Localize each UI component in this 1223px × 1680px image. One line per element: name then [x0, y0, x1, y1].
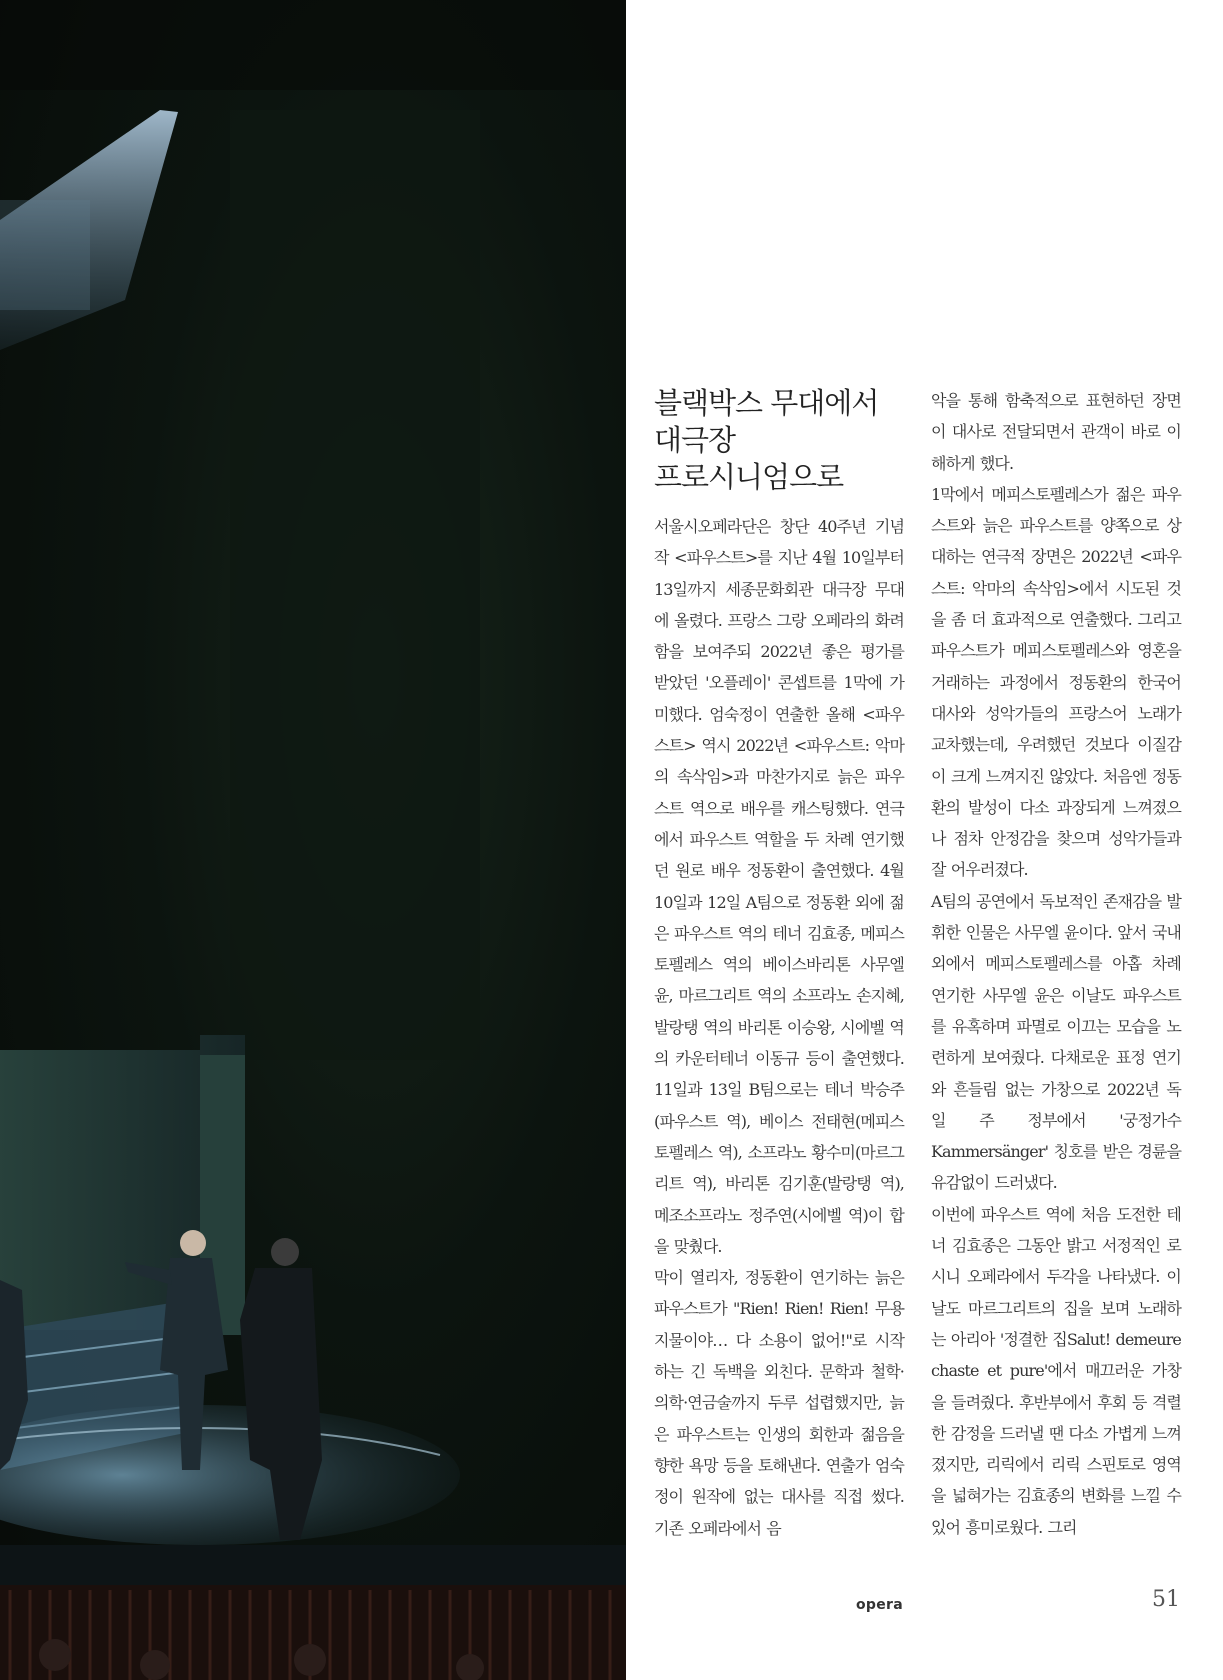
article-column-1	[654, 511, 904, 1544]
body-paragraph: 악을 통해 함축적으로 표현하던 장면이 대사로 전달되면서 관객이 바로 이해하게 했다.	[931, 391, 1181, 473]
body-paragraph: 1막에서 메피스토펠레스가 젊은 파우스트와 늙은 파우스트를 양쪽으로 상대하는 연극적 장면은 2022년 <파우스트: 악마의 속삭임>에서 시도된 것을 좀 더 효과적으로 연출했다. 그리고 파우스트가 메피스토펠레스와 영혼을 거래하는 과정에서 정동환의 한국어 대사와 성악가들의 프랑스어 노래가 교차했는데, 우려했던 것보다 이질감이 크게 느껴지진 않았다. 처음엔 정동환의 발성이 다소 과장되게 느껴졌으나 점차 안정감을 찾으며 성악가들과 잘 어우러졌다.	[931, 484, 1181, 880]
headline-line: 대극장	[654, 423, 736, 457]
headline-line: 프로시니엄으로	[654, 460, 844, 494]
body-paragraph: 이번에 파우스트 역에 처음 도전한 테너 김효종은 그동안 밝고 서정적인 로시니 오페라에서 두각을 나타냈다. 이날도 마르그리트의 집을 보며 노래하는 아리아 '정결한 집Salut! demeure chaste et pure'에서 매끄러운 가창을 들려줬다. 후반부에서 후회 등 격렬한 감정을 드러낼 땐 다소 가볍게 느껴졌지만, 리릭에서 리릭 스핀토로 영역을 넓혀가는 김효종의 변화를 느낄 수 있어 흥미로웠다. 그리	[931, 1204, 1181, 1537]
stage-floor	[0, 1405, 460, 1545]
page-number: 51	[1152, 1587, 1180, 1612]
body-paragraph: A팀의 공연에서 독보적인 존재감을 발휘한 인물은 사무엘 윤이다. 앞서 국내외에서 메피스토펠레스를 아홉 차례 연기한 사무엘 윤은 이날도 파우스트를 유혹하며 파멸로 이끄는 모습을 노련하게 보여줬다. 다채로운 표정 연기와 흔들림 없는 가창으로 2022년 독일 주 정부에서 '궁정가수Kammersänger' 칭호를 받은 경륜을 유감없이 드러냈다.	[931, 891, 1181, 1193]
backdrop-panel	[230, 110, 480, 1060]
body-paragraph: 서울시오페라단은 창단 40주년 기념작 <파우스트>를 지난 4월 10일부터 13일까지 세종문화회관 대극장 무대에 올렸다. 프랑스 그랑 오페라의 화려함을 보여주되 2022년 좋은 평가를 받았던 '오플레이' 콘셉트를 1막에 가미했다. 엄숙정이 연출한 올해 <파우스트> 역시 2022년 <파우스트: 악마의 속삭임>과 마찬가지로 늙은 파우스트 역으로 배우를 캐스팅했다. 연극에서 파우스트 역할을 두 차례 연기했던 원로 배우 정동환이 출연했다. 4월 10일과 12일 A팀으로 정동환 외에 젊은 파우스트 역의 테너 김효종, 메피스토펠레스 역의 베이스바리톤 사무엘 윤, 마르그리트 역의 소프라노 손지혜, 발랑탱 역의 바리톤 이승왕, 시에벨 역의 카운터테너 이동규 등이 출연했다. 11일과 13일 B팀으로는 테너 박승주(파우스트 역), 베이스 전태현(메피스토펠레스 역), 소프라노 황수미(마르그리트 역), 바리톤 김기훈(발랑탱 역), 메조소프라노 정주연(시에벨 역)이 합을 맞췄다.	[654, 517, 904, 1256]
headline-line: 블랙박스 무대에서	[654, 386, 879, 420]
magazine-brand: opera	[856, 1597, 903, 1613]
body-paragraph: 막이 열리자, 정동환이 연기하는 늙은 파우스트가 "Rien! Rien! Rien! 무용지물이야… 다 소용이 없어!"로 시작하는 긴 독백을 외친다. 문학과 철학·의학·연금술까지 두루 섭렵했지만, 늙은 파우스트는 인생의 회한과 젊음을 향한 욕망 등을 토해낸다. 연출가 엄숙정이 원작에 없는 대사를 직접 썼다. 기존 오페라에서 음	[654, 1268, 904, 1538]
article-headline	[654, 385, 904, 496]
article-column-2	[931, 385, 1181, 1543]
